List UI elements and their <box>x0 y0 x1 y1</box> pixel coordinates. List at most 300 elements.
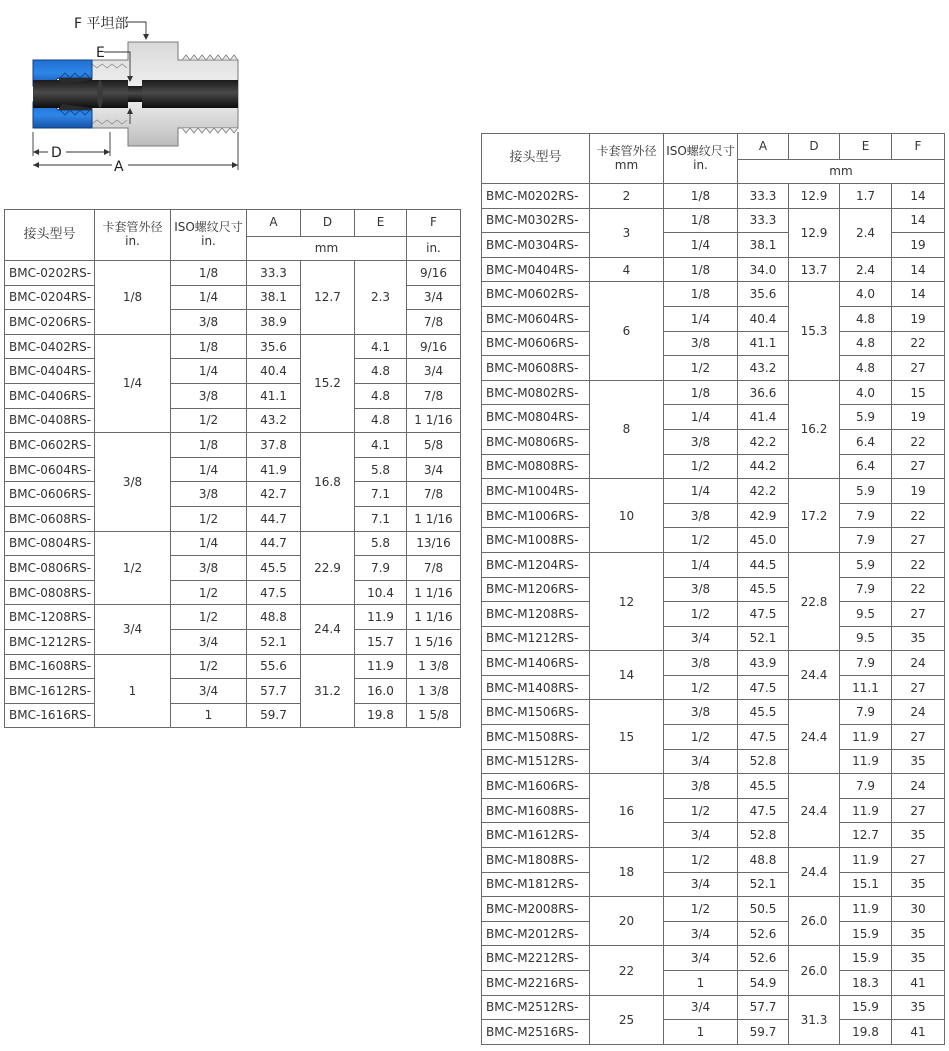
iso-cell: 1/2 <box>171 408 247 433</box>
f-cell: 7/8 <box>407 482 461 507</box>
model-cell: BMC-0602RS- <box>5 433 95 458</box>
table-row <box>482 184 945 209</box>
table-row <box>482 405 945 430</box>
iso-cell: 1/4 <box>664 306 738 331</box>
table-row <box>482 479 945 504</box>
f-cell: 27 <box>892 454 945 479</box>
a-cell: 43.2 <box>247 408 301 433</box>
a-cell: 41.1 <box>247 383 301 408</box>
f-cell: 41 <box>892 1020 945 1045</box>
e-cell: 2.4 <box>840 257 892 282</box>
header-mm: mm <box>247 237 407 261</box>
f-cell: 27 <box>892 528 945 553</box>
iso-cell: 1/4 <box>664 479 738 504</box>
iso-cell: 1/8 <box>664 184 738 209</box>
model-cell: BMC-M1508RS- <box>482 725 590 750</box>
table-row <box>482 454 945 479</box>
d-cell: 16.8 <box>301 433 355 531</box>
model-cell: BMC-0808RS- <box>5 580 95 605</box>
model-cell: BMC-M1506RS- <box>482 700 590 725</box>
e-cell: 9.5 <box>840 626 892 651</box>
f-cell: 15 <box>892 380 945 405</box>
a-cell: 52.6 <box>738 946 789 971</box>
table-row <box>482 626 945 651</box>
f-cell: 27 <box>892 356 945 381</box>
table-row <box>482 306 945 331</box>
table-row <box>482 552 945 577</box>
model-cell: BMC-M0808RS- <box>482 454 590 479</box>
model-cell: BMC-M2008RS- <box>482 897 590 922</box>
e-cell: 4.8 <box>840 331 892 356</box>
iso-cell: 1/2 <box>171 506 247 531</box>
e-cell: 6.4 <box>840 429 892 454</box>
d-cell: 12.7 <box>301 261 355 335</box>
a-cell: 35.6 <box>738 282 789 307</box>
tube-od-cell: 14 <box>590 651 664 700</box>
e-cell: 11.9 <box>355 654 407 679</box>
model-cell: BMC-0608RS- <box>5 506 95 531</box>
a-cell: 45.5 <box>738 774 789 799</box>
header-unit: in. <box>125 234 140 248</box>
model-cell: BMC-M1812RS- <box>482 872 590 897</box>
table-row <box>5 457 461 482</box>
d-cell: 24.4 <box>789 848 840 897</box>
f-cell: 19 <box>892 405 945 430</box>
f-cell: 14 <box>892 184 945 209</box>
iso-cell: 3/8 <box>664 331 738 356</box>
header-row <box>482 134 945 160</box>
iso-cell: 1/8 <box>171 261 247 286</box>
model-cell: BMC-M2516RS- <box>482 1020 590 1045</box>
e-cell: 11.9 <box>840 749 892 774</box>
d-cell: 15.3 <box>789 282 840 380</box>
table-row <box>482 380 945 405</box>
table-row <box>482 282 945 307</box>
header-row <box>5 210 461 237</box>
e-cell: 7.9 <box>840 503 892 528</box>
e-cell: 15.9 <box>840 921 892 946</box>
a-cell: 40.4 <box>738 306 789 331</box>
iso-cell: 1/2 <box>664 897 738 922</box>
table-row <box>482 872 945 897</box>
model-cell: BMC-M1212RS- <box>482 626 590 651</box>
a-cell: 40.4 <box>247 359 301 384</box>
f-cell: 27 <box>892 675 945 700</box>
header-iso-thread <box>171 210 247 261</box>
a-cell: 44.7 <box>247 506 301 531</box>
iso-cell: 1/4 <box>171 531 247 556</box>
e-cell: 11.9 <box>840 725 892 750</box>
a-cell: 52.8 <box>738 823 789 848</box>
tube-od-cell: 1/8 <box>95 261 171 335</box>
model-cell: BMC-M0602RS- <box>482 282 590 307</box>
table-row <box>482 798 945 823</box>
a-cell: 38.9 <box>247 310 301 335</box>
f-cell: 1 3/8 <box>407 654 461 679</box>
header-model: 接头型号 <box>482 134 590 184</box>
iso-cell: 3/4 <box>664 749 738 774</box>
table-row <box>5 580 461 605</box>
iso-cell: 1/4 <box>664 233 738 258</box>
e-cell: 7.9 <box>840 774 892 799</box>
f-cell: 22 <box>892 503 945 528</box>
model-cell: BMC-M1612RS- <box>482 823 590 848</box>
iso-cell: 1 <box>171 703 247 728</box>
table-row <box>5 679 461 704</box>
e-cell: 11.9 <box>840 798 892 823</box>
model-cell: BMC-1612RS- <box>5 679 95 704</box>
iso-cell: 1/2 <box>664 454 738 479</box>
tube-od-cell: 16 <box>590 774 664 848</box>
e-cell: 4.8 <box>840 356 892 381</box>
e-cell: 5.9 <box>840 552 892 577</box>
f-cell: 3/4 <box>407 285 461 310</box>
label-d: D <box>51 145 62 161</box>
e-cell: 5.9 <box>840 405 892 430</box>
a-cell: 52.6 <box>738 921 789 946</box>
tube-od-cell: 25 <box>590 995 664 1044</box>
tube-od-cell: 1/4 <box>95 334 171 432</box>
iso-cell: 1/4 <box>664 552 738 577</box>
header-a: A <box>247 210 301 237</box>
header-tube-od <box>95 210 171 261</box>
table-row <box>482 675 945 700</box>
iso-cell: 1/2 <box>171 654 247 679</box>
d-cell: 16.2 <box>789 380 840 478</box>
tube-od-cell: 4 <box>590 257 664 282</box>
e-cell: 15.9 <box>840 995 892 1020</box>
fitting-diagram <box>0 0 250 180</box>
a-cell: 36.6 <box>738 380 789 405</box>
table-row <box>482 774 945 799</box>
table-row <box>5 334 461 359</box>
e-cell: 9.5 <box>840 602 892 627</box>
table-row <box>5 433 461 458</box>
model-cell: BMC-M1608RS- <box>482 798 590 823</box>
a-cell: 45.5 <box>738 700 789 725</box>
iso-cell: 1/2 <box>664 528 738 553</box>
table-row <box>482 921 945 946</box>
a-cell: 42.9 <box>738 503 789 528</box>
a-cell: 54.9 <box>738 971 789 996</box>
model-cell: BMC-M2216RS- <box>482 971 590 996</box>
model-cell: BMC-M1008RS- <box>482 528 590 553</box>
table-row <box>482 651 945 676</box>
f-cell: 19 <box>892 306 945 331</box>
model-cell: BMC-M1808RS- <box>482 848 590 873</box>
a-cell: 43.2 <box>738 356 789 381</box>
d-cell: 24.4 <box>789 651 840 700</box>
header-a: A <box>738 134 789 160</box>
table-row <box>482 602 945 627</box>
model-cell: BMC-0804RS- <box>5 531 95 556</box>
model-cell: BMC-0406RS- <box>5 383 95 408</box>
tube-od-cell: 3/8 <box>95 433 171 531</box>
iso-cell: 3/4 <box>664 872 738 897</box>
iso-cell: 1/8 <box>664 208 738 233</box>
model-cell: BMC-0202RS- <box>5 261 95 286</box>
e-cell: 7.9 <box>840 700 892 725</box>
table-row <box>5 359 461 384</box>
a-cell: 41.1 <box>738 331 789 356</box>
a-cell: 45.0 <box>738 528 789 553</box>
model-cell: BMC-M1206RS- <box>482 577 590 602</box>
model-cell: BMC-0806RS- <box>5 556 95 581</box>
model-cell: BMC-1208RS- <box>5 605 95 630</box>
iso-cell: 3/4 <box>664 921 738 946</box>
e-cell: 19.8 <box>840 1020 892 1045</box>
model-cell: BMC-M0608RS- <box>482 356 590 381</box>
iso-cell: 3/8 <box>664 577 738 602</box>
a-cell: 44.7 <box>247 531 301 556</box>
tube-od-cell: 12 <box>590 552 664 650</box>
iso-cell: 1/8 <box>664 380 738 405</box>
model-cell: BMC-M1408RS- <box>482 675 590 700</box>
header-mm: mm <box>738 160 945 184</box>
f-cell: 14 <box>892 282 945 307</box>
model-cell: BMC-1608RS- <box>5 654 95 679</box>
header-e: E <box>840 134 892 160</box>
header-unit: in. <box>201 234 216 248</box>
d-cell: 13.7 <box>789 257 840 282</box>
table-row <box>482 971 945 996</box>
iso-cell: 1 <box>664 1020 738 1045</box>
model-cell: BMC-0604RS- <box>5 457 95 482</box>
tube-od-cell: 18 <box>590 848 664 897</box>
a-cell: 33.3 <box>738 208 789 233</box>
d-cell: 17.2 <box>789 479 840 553</box>
f-cell: 14 <box>892 257 945 282</box>
model-cell: BMC-M1406RS- <box>482 651 590 676</box>
f-cell: 19 <box>892 233 945 258</box>
table-row <box>482 725 945 750</box>
model-cell: BMC-1616RS- <box>5 703 95 728</box>
e-cell: 11.9 <box>840 848 892 873</box>
e-cell: 15.7 <box>355 629 407 654</box>
iso-cell: 1/4 <box>171 359 247 384</box>
e-cell: 5.8 <box>355 457 407 482</box>
e-cell: 4.1 <box>355 433 407 458</box>
label-e: E <box>96 45 105 61</box>
iso-cell: 3/8 <box>664 503 738 528</box>
f-cell: 27 <box>892 602 945 627</box>
table-row <box>5 506 461 531</box>
iso-cell: 3/8 <box>171 482 247 507</box>
table-row <box>482 1020 945 1045</box>
header-label: 卡套管外径 <box>596 143 657 158</box>
a-cell: 45.5 <box>738 577 789 602</box>
e-cell: 7.9 <box>840 651 892 676</box>
f-cell: 1 5/16 <box>407 629 461 654</box>
table-row <box>482 257 945 282</box>
metric-spec-table <box>481 133 945 1045</box>
e-cell: 7.9 <box>355 556 407 581</box>
f-cell: 13/16 <box>407 531 461 556</box>
tube-od-cell: 3 <box>590 208 664 257</box>
f-cell: 41 <box>892 971 945 996</box>
d-cell: 26.0 <box>789 946 840 995</box>
table-row <box>5 482 461 507</box>
iso-cell: 1/8 <box>171 433 247 458</box>
table-row <box>482 503 945 528</box>
header-label: ISO螺纹尺寸 <box>174 220 243 235</box>
e-cell: 7.1 <box>355 506 407 531</box>
f-cell: 35 <box>892 921 945 946</box>
f-cell: 35 <box>892 946 945 971</box>
iso-cell: 1/4 <box>664 405 738 430</box>
header-iso-thread <box>664 134 738 184</box>
f-cell: 35 <box>892 749 945 774</box>
tube-od-cell: 20 <box>590 897 664 946</box>
a-cell: 35.6 <box>247 334 301 359</box>
e-cell: 2.3 <box>355 261 407 335</box>
header-f: F <box>892 134 945 160</box>
f-cell: 27 <box>892 798 945 823</box>
iso-cell: 3/8 <box>171 310 247 335</box>
header-d: D <box>789 134 840 160</box>
a-cell: 47.5 <box>247 580 301 605</box>
iso-cell: 3/4 <box>171 629 247 654</box>
model-cell: BMC-M0806RS- <box>482 429 590 454</box>
header-tube-od <box>590 134 664 184</box>
iso-cell: 1/2 <box>664 798 738 823</box>
a-cell: 55.6 <box>247 654 301 679</box>
a-cell: 47.5 <box>738 602 789 627</box>
a-cell: 52.1 <box>738 872 789 897</box>
model-cell: BMC-M0606RS- <box>482 331 590 356</box>
e-cell: 5.9 <box>840 479 892 504</box>
model-cell: BMC-0402RS- <box>5 334 95 359</box>
iso-cell: 3/8 <box>664 429 738 454</box>
header-d: D <box>301 210 355 237</box>
d-cell: 26.0 <box>789 897 840 946</box>
iso-cell: 3/4 <box>664 995 738 1020</box>
model-cell: BMC-M1208RS- <box>482 602 590 627</box>
tube-od-cell: 15 <box>590 700 664 774</box>
iso-cell: 1/2 <box>664 848 738 873</box>
model-cell: BMC-M0304RS- <box>482 233 590 258</box>
d-cell: 22.8 <box>789 552 840 650</box>
header-unit: in. <box>693 157 708 172</box>
f-cell: 35 <box>892 626 945 651</box>
iso-cell: 1/2 <box>664 602 738 627</box>
table-row <box>482 577 945 602</box>
header-f-unit: in. <box>407 237 461 261</box>
iso-cell: 1/2 <box>664 356 738 381</box>
a-cell: 38.1 <box>738 233 789 258</box>
d-cell: 22.9 <box>301 531 355 605</box>
e-cell: 7.1 <box>355 482 407 507</box>
f-cell: 19 <box>892 479 945 504</box>
table-row <box>482 429 945 454</box>
e-cell: 18.3 <box>840 971 892 996</box>
a-cell: 38.1 <box>247 285 301 310</box>
f-cell: 27 <box>892 725 945 750</box>
model-cell: BMC-0606RS- <box>5 482 95 507</box>
model-cell: BMC-M2212RS- <box>482 946 590 971</box>
iso-cell: 3/8 <box>664 651 738 676</box>
model-cell: BMC-0204RS- <box>5 285 95 310</box>
e-cell: 16.0 <box>355 679 407 704</box>
iso-cell: 1/2 <box>664 725 738 750</box>
model-cell: BMC-M1606RS- <box>482 774 590 799</box>
f-cell: 24 <box>892 700 945 725</box>
a-cell: 52.1 <box>247 629 301 654</box>
iso-cell: 1 <box>664 971 738 996</box>
iso-cell: 1/8 <box>664 257 738 282</box>
table-row <box>5 408 461 433</box>
a-cell: 44.2 <box>738 454 789 479</box>
table-row <box>482 356 945 381</box>
label-a: A <box>114 159 124 175</box>
iso-cell: 1/8 <box>664 282 738 307</box>
table-row <box>482 528 945 553</box>
iso-cell: 1/2 <box>171 605 247 630</box>
e-cell: 7.9 <box>840 577 892 602</box>
label-f: F 平坦部 <box>74 16 129 32</box>
model-cell: BMC-M1204RS- <box>482 552 590 577</box>
a-cell: 59.7 <box>247 703 301 728</box>
iso-cell: 1/8 <box>171 334 247 359</box>
a-cell: 50.5 <box>738 897 789 922</box>
e-cell: 11.9 <box>840 897 892 922</box>
d-cell: 24.4 <box>789 700 840 774</box>
iso-cell: 3/8 <box>171 383 247 408</box>
model-cell: BMC-M1004RS- <box>482 479 590 504</box>
e-cell: 5.8 <box>355 531 407 556</box>
a-cell: 59.7 <box>738 1020 789 1045</box>
table-row <box>482 331 945 356</box>
f-cell: 7/8 <box>407 310 461 335</box>
e-cell: 4.8 <box>355 408 407 433</box>
a-cell: 47.5 <box>738 675 789 700</box>
table-row <box>482 208 945 233</box>
model-cell: BMC-M0802RS- <box>482 380 590 405</box>
iso-cell: 1/2 <box>664 675 738 700</box>
tube-od-cell: 6 <box>590 282 664 380</box>
tube-od-cell: 10 <box>590 479 664 553</box>
iso-cell: 1/2 <box>171 580 247 605</box>
f-cell: 27 <box>892 848 945 873</box>
e-cell: 4.1 <box>355 334 407 359</box>
model-cell: BMC-M0404RS- <box>482 257 590 282</box>
tube-od-cell: 3/4 <box>95 605 171 654</box>
f-cell: 22 <box>892 552 945 577</box>
e-cell: 2.4 <box>840 208 892 257</box>
a-cell: 43.9 <box>738 651 789 676</box>
header-label: 卡套管外径 <box>102 220 163 235</box>
f-cell: 1 1/16 <box>407 605 461 630</box>
model-cell: BMC-M0604RS- <box>482 306 590 331</box>
a-cell: 48.8 <box>247 605 301 630</box>
tube-od-cell: 2 <box>590 184 664 209</box>
table-row <box>5 383 461 408</box>
f-cell: 7/8 <box>407 383 461 408</box>
model-cell: BMC-M0202RS- <box>482 184 590 209</box>
e-cell: 4.8 <box>355 359 407 384</box>
e-cell: 1.7 <box>840 184 892 209</box>
iso-cell: 3/8 <box>171 556 247 581</box>
model-cell: BMC-M2512RS- <box>482 995 590 1020</box>
d-cell: 31.3 <box>789 995 840 1044</box>
table-row <box>482 823 945 848</box>
table-row <box>482 700 945 725</box>
a-cell: 47.5 <box>738 798 789 823</box>
f-cell: 22 <box>892 577 945 602</box>
f-cell: 7/8 <box>407 556 461 581</box>
table-row <box>5 629 461 654</box>
header-model: 接头型号 <box>5 210 95 261</box>
